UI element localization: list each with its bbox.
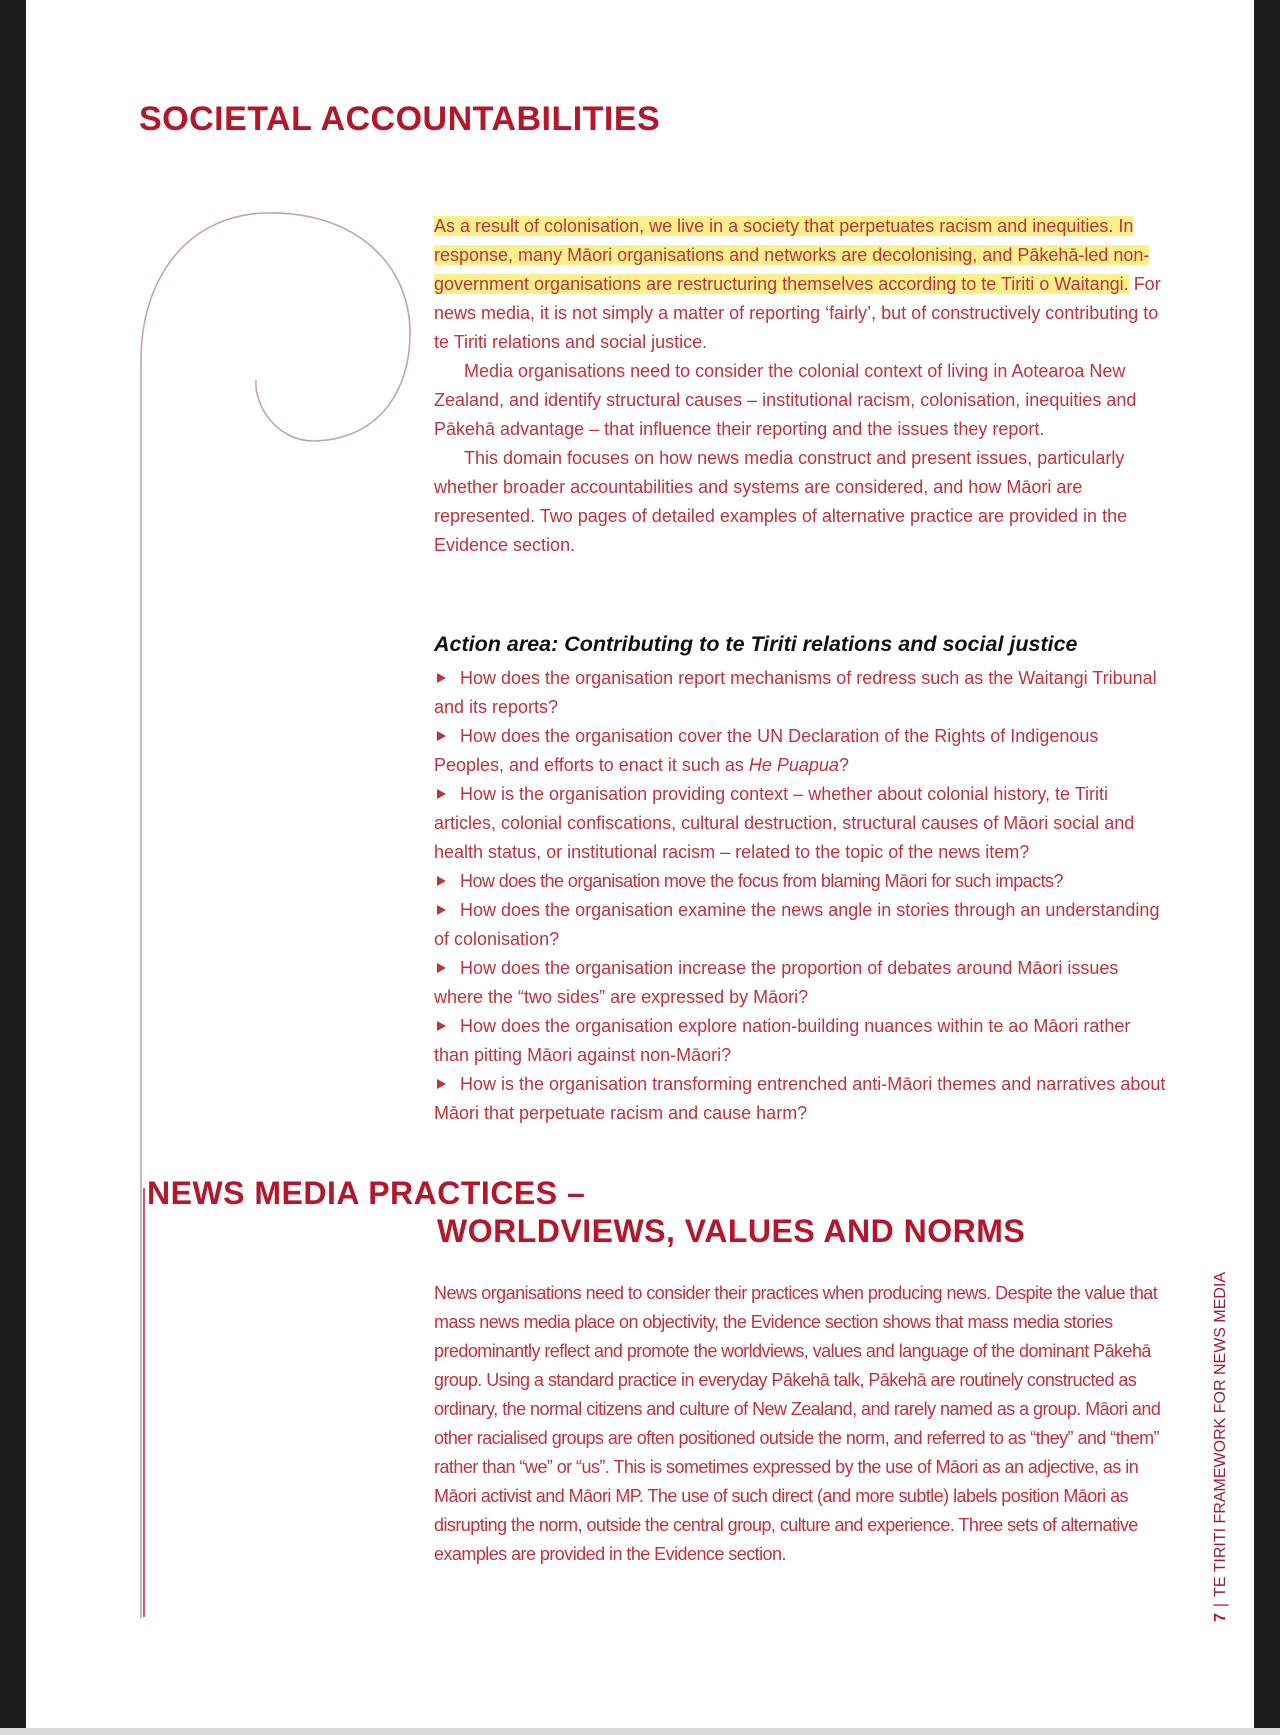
action-area-title: Action area: Contributing to te Tiriti relations and social justice [434,632,1078,656]
intro-section [434,212,1169,560]
practices-section [434,1279,1169,1569]
running-footer [1212,1272,1230,1622]
intro-paragraph-2: Media organisations need to consider the colonial context of living in Aotearoa New Zealand, and identify structural causes – institutional racism, colonisation, inequities and Pākehā advantage – that influence their reporting and the issues they report. [434,361,1137,439]
list-item: How does the organisation move the focus from blaming Māori for such impacts? [434,867,1169,896]
italic-term: He Puapua [748,755,839,775]
list-item: How does the organisation cover the UN Declaration of the Rights of Indigenous Peoples, and efforts to enact it such as He Puapua? [434,726,1099,775]
document-page [26,0,1254,1728]
list-item: How does the organisation report mechanisms of redress such as the Waitangi Tribunal and its reports? [434,668,1157,717]
page-number: 7 [1212,1613,1229,1622]
triangle-bullet-icon [437,731,446,741]
triangle-bullet-icon [437,1079,446,1089]
triangle-bullet-icon [437,1021,446,1031]
intro-paragraph-1-rest: For news media, it is not simply a matter of reporting ‘fairly’, but of constructively contributing to te Tiriti relations and social justice. [434,274,1161,352]
triangle-bullet-icon [437,905,446,915]
footer-separator: | [1212,1602,1229,1608]
running-title: TE TIRITI FRAMEWORK FOR NEWS MEDIA [1212,1271,1229,1597]
highlighted-text: As a result of colonisation, we live in a society that perpetuates racism and inequities. In response, many Māori organisations and networks are decolonising, and Pākehā-led non-government organisations are restructuring themselves according to te Tiriti o Waitangi. [434,216,1150,294]
viewer-bottom-edge [0,1728,1280,1735]
practices-paragraph: News organisations need to consider their practices when producing news. Despite the value that mass news media place on objectivity, the Evidence section shows that mass media stories predominantly reflect and promote the worldviews, values and language of the dominant Pākehā group. Using a standard practice in everyday Pākehā talk, Pākehā are routinely constructed as ordinary, the normal citizens and culture of New Zealand, and rarely named as a group. Māori and other racialised groups are often positioned outside the norm, and referred to as “they” and “them” rather than “we” or “us”. This is sometimes expressed by the use of Māori as an adjective, as in Māori activist and Māori MP. The use of such direct (and more subtle) labels position Māori as disrupting the norm, outside the central group, culture and experience. Three sets of alternative examples are provided in the Evidence section. [434,1283,1161,1564]
heading-societal-accountabilities: SOCIETAL ACCOUNTABILITIES [139,100,661,138]
triangle-bullet-icon [437,963,446,973]
triangle-bullet-icon [437,876,446,886]
list-item: How does the organisation explore nation-building nuances within te ao Māori rather than pitting Māori against non-Māori? [434,1016,1131,1065]
action-area-list [434,664,1169,1128]
list-item: How is the organisation providing context – whether about colonial history, te Tiriti articles, colonial confiscations, cultural destruction, structural causes of Māori social and health status, or institutional racism – related to the topic of the news item? [434,784,1135,862]
intro-paragraph-3: This domain focuses on how news media construct and present issues, particularly whether broader accountabilities and systems are considered, and how Māori are represented. Two pages of detailed examples of alternative practice are provided in the Evidence section. [434,448,1128,555]
triangle-bullet-icon [437,789,446,799]
list-item: How does the organisation examine the news angle in stories through an understanding of colonisation? [434,900,1160,949]
heading-news-media-practices: NEWS MEDIA PRACTICES – [147,1175,586,1211]
list-item: How does the organisation increase the proportion of debates around Māori issues where the “two sides” are expressed by Māori? [434,958,1119,1007]
heading-worldviews-values-norms: WORLDVIEWS, VALUES AND NORMS [437,1213,1026,1249]
triangle-bullet-icon [437,673,446,683]
list-item: How is the organisation transforming entrenched anti-Māori themes and narratives about Māori that perpetuate racism and cause harm? [434,1074,1166,1123]
intro-paragraph-1 [434,212,1169,357]
